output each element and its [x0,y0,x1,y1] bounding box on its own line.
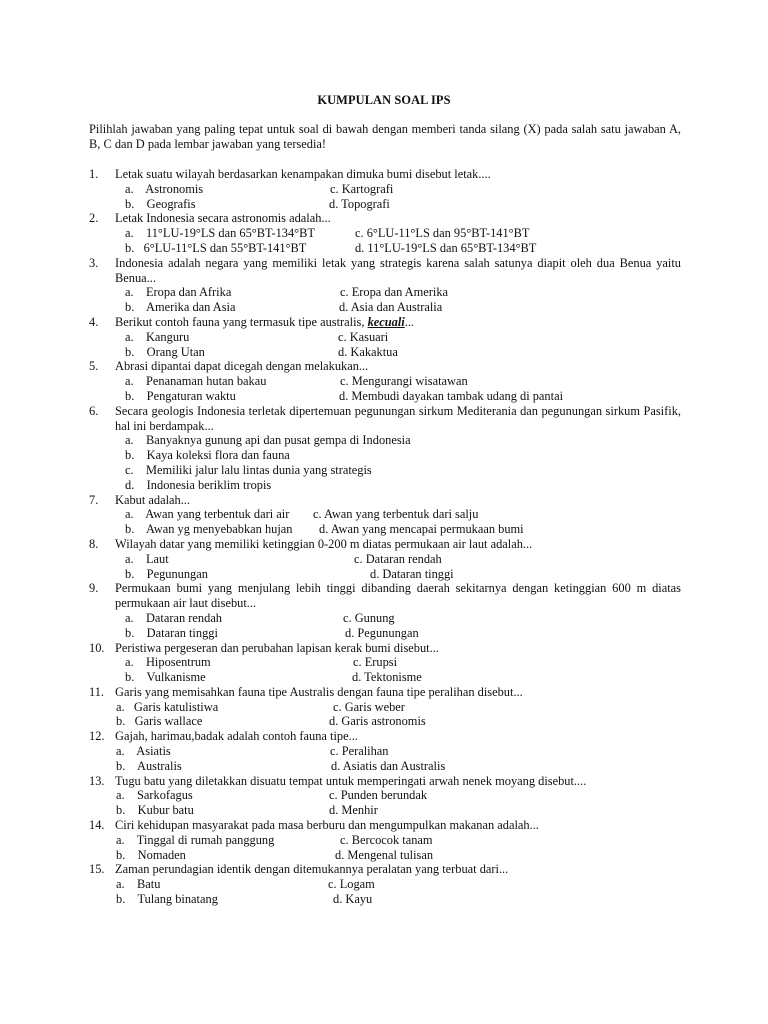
option-b: b. 6°LU-11°LS dan 55°BT-141°BT [125,240,307,255]
option-d: d. Kakaktua [338,344,398,359]
question-number: 10. [89,640,105,655]
question-number: 11. [89,684,105,699]
option-a: a. Asiatis [116,744,171,759]
question-number: 13. [89,773,105,788]
page-title: KUMPULAN SOAL IPS [317,93,451,107]
question-number: 6. [89,403,99,418]
option-d: d. Indonesia beriklim tropis [125,477,272,492]
question-number: 5. [89,359,99,374]
question-7 [89,493,681,537]
option-b: b. Pegunungan [125,566,208,581]
question-text: Peristiwa pergeseran dan perubahan lapisan kerak bumi disebut... [115,640,439,655]
question-number: 12. [89,729,105,744]
option-a: a. Sarkofagus [116,788,193,803]
option-a: a. Garis katulistiwa [116,699,219,714]
option-b: b. Kaya koleksi flora dan fauna [125,448,290,463]
option-d: d. Asiatis dan Australis [331,758,446,773]
question-number: 14. [89,818,105,833]
option-a: a. Laut [125,551,169,566]
option-a: a. 11°LU-19°LS dan 65°BT-134°BT [125,226,315,241]
option-c: c. Memiliki jalur lalu lintas dunia yang strategis [125,462,372,477]
option-b: b. Amerika dan Asia [125,300,236,315]
question-text: Abrasi dipantai dapat dicegah dengan melakukan... [115,359,369,374]
question-number: 8. [89,536,99,551]
question-11 [89,685,681,729]
question-text: Wilayah datar yang memiliki ketinggian 0-200 m diatas permukaan air laut adalah... [115,536,533,551]
question-text: Zaman perundagian identik dengan ditemukannya peralatan yang terbuat dari... [115,862,509,877]
option-b: b. Geografis [125,196,196,211]
option-c: c. Erupsi [353,655,398,670]
question-number: 7. [89,492,99,507]
option-b: b. Nomaden [116,847,186,862]
option-c: c. Garis weber [333,699,405,714]
question-list [89,167,681,907]
question-3 [89,256,681,315]
option-d: d. 11°LU-19°LS dan 65°BT-134°BT [355,240,537,255]
question-text: Gajah, harimau,badak adalah contoh fauna tipe... [115,729,358,744]
option-c: c. Kartografi [330,181,394,196]
question-number: 15. [89,862,105,877]
question-text: Secara geologis Indonesia terletak dipertemuan pegunungan sirkum Mediterania dan pegunungan sirkum Pasifik, hal ini berdampak... [115,403,681,433]
option-a: a. Kanguru [125,329,190,344]
option-b: b. Garis wallace [116,714,203,729]
option-c: c. Logam [328,877,375,892]
question-text-part: Berikut contoh fauna yang termasuk tipe australis, [115,314,368,329]
option-a: a. Banyaknya gunung api dan pusat gempa di Indonesia [125,433,411,448]
question-9 [89,581,681,640]
option-d: d. Menhir [329,803,378,818]
option-c: c. Eropa dan Amerika [340,285,449,300]
option-c: c. 6°LU-11°LS dan 95°BT-141°BT [355,226,530,241]
instructions: Pilihlah jawaban yang paling tepat untuk soal di bawah dengan memberi tanda silang (X) pada salah satu jawaban A, B, C dan D pada lembar jawaban yang tersedia! [89,122,681,151]
question-12 [89,729,681,773]
option-d: d. Garis astronomis [329,714,426,729]
option-a: a. Penanaman hutan bakau [125,374,267,389]
option-d: d. Topografi [329,196,390,211]
option-a: a. Awan yang terbentuk dari air [125,507,290,522]
option-d: d. Membudi dayakan tambak udang di pantai [339,388,564,403]
option-d: d. Awan yang mencapai permukaan bumi [319,522,524,537]
option-b: b. Awan yg menyebabkan hujan [125,522,293,537]
option-b: b. Vulkanisme [125,670,206,685]
question-14 [89,818,681,862]
option-b: b. Kubur batu [116,803,194,818]
question-text: Letak Indonesia secara astronomis adalah... [115,211,331,226]
option-d: d. Mengenal tulisan [335,847,434,862]
question-6 [89,404,681,493]
option-c: c. Dataran rendah [354,551,442,566]
question-number: 1. [89,167,99,181]
option-d: d. Dataran tinggi [370,566,454,581]
option-c: c. Mengurangi wisatawan [340,374,468,389]
option-c: c. Awan yang terbentuk dari salju [313,507,479,522]
option-a: a. Eropa dan Afrika [125,285,232,300]
question-text: Permukaan bumi yang menjulang lebih tinggi dibanding daerah sekitarnya dengan ketinggian 600 m diatas permukaan air laut disebut... [115,581,681,611]
option-c: c. Kasuari [338,329,389,344]
option-b: b. Pengaturan waktu [125,388,236,403]
question-number: 9. [89,581,99,596]
option-d: d. Asia dan Australia [339,300,443,315]
emphasis-word: kecuali [367,314,405,329]
option-b: b. Orang Utan [125,344,205,359]
option-b: b. Tulang binatang [116,892,218,907]
question-text [115,315,681,330]
question-5 [89,359,681,403]
option-c: c. Peralihan [330,744,389,759]
question-number: 2. [89,211,99,226]
option-a: a. Batu [116,877,161,892]
option-c: c. Gunung [343,610,395,625]
question-text-part: ... [404,314,415,329]
question-text: Ciri kehidupan masyarakat pada masa berburu dan mengumpulkan makanan adalah... [115,818,539,833]
question-4 [89,315,681,359]
option-d: d. Kayu [333,892,373,907]
option-c: c. Bercocok tanam [340,832,433,847]
question-text: Letak suatu wilayah berdasarkan kenampakan dimuka bumi disebut letak.... [115,167,491,181]
question-text: Tugu batu yang diletakkan disuatu tempat untuk memperingati arwah nenek moyang disebut.... [115,773,587,788]
option-c: c. Punden berundak [329,788,428,803]
option-b: b. Australis [116,758,182,773]
question-10 [89,641,681,685]
option-a: a. Astronomis [125,181,204,196]
question-text: Garis yang memisahkan fauna tipe Australis dengan fauna tipe peralihan disebut... [115,684,523,699]
question-15 [89,862,681,906]
option-a: a. Hiposentrum [125,655,211,670]
question-number: 4. [89,314,99,329]
question-text: Indonesia adalah negara yang memiliki letak yang strategis karena salah satunya diapit oleh dua Benua yaitu Benua... [115,255,681,285]
option-d: d. Tektonisme [352,670,422,685]
question-1 [89,167,681,211]
option-d: d. Pegunungan [345,625,419,640]
question-text: Kabut adalah... [115,492,191,507]
option-a: a. Dataran rendah [125,610,223,625]
question-number: 3. [89,255,99,270]
option-b: b. Dataran tinggi [125,625,218,640]
question-13 [89,774,681,818]
question-2 [89,211,681,255]
question-8 [89,537,681,581]
option-a: a. Tinggal di rumah panggung [116,832,275,847]
